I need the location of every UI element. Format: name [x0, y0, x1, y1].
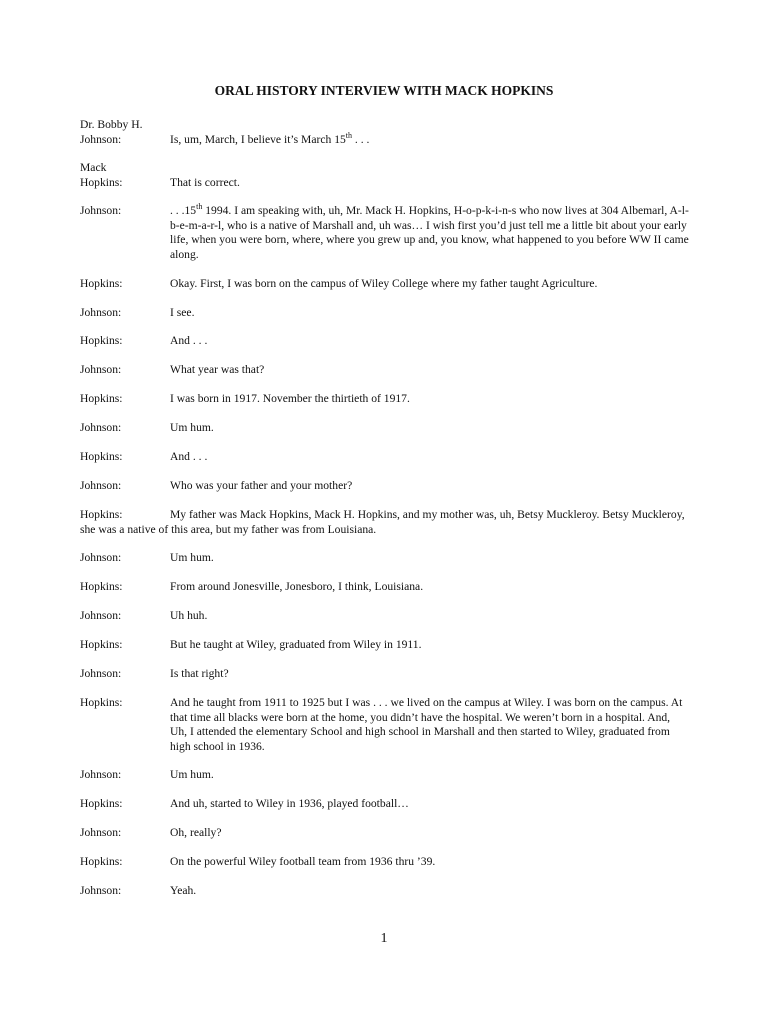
transcript-entry — [80, 161, 690, 190]
page-number: 1 — [380, 931, 388, 946]
utterance: I was born in 1917. November the thirtieth of 1917. — [170, 392, 410, 405]
transcript-entry — [80, 277, 690, 292]
transcript-entry — [80, 450, 690, 465]
transcript-entry — [80, 363, 690, 378]
speaker-label: Hopkins: — [80, 175, 123, 189]
utterance: Okay. First, I was born on the campus of Wiley College where my father taught Agriculture. — [170, 277, 598, 290]
speaker-label: Johnson: — [80, 132, 122, 146]
utterance: On the powerful Wiley football team from 1936 thru ’39. — [170, 855, 436, 868]
utterance: Um hum. — [170, 768, 214, 781]
transcript-entry — [80, 334, 690, 349]
transcript-entry — [80, 609, 690, 624]
speaker-label: Johnson: — [80, 768, 122, 781]
transcript-entry — [80, 696, 690, 754]
speaker-label: Johnson: — [80, 204, 122, 217]
speaker-label: Johnson: — [80, 479, 122, 492]
transcript-entry — [80, 118, 690, 147]
speaker-label: Johnson: — [80, 306, 122, 319]
speaker-label: Dr. Bobby H. — [80, 118, 143, 131]
transcript-entry — [80, 204, 690, 262]
utterance: Oh, really? — [170, 826, 222, 839]
utterance: Yeah. — [170, 884, 197, 897]
speaker-label: Hopkins: — [80, 638, 123, 651]
utterance: Um hum. — [170, 551, 214, 564]
transcript-entry — [80, 508, 690, 537]
transcript-entry — [80, 392, 690, 407]
utterance: I see. — [170, 306, 195, 319]
utterance: Who was your father and your mother? — [170, 479, 353, 492]
transcript-entry — [80, 551, 690, 566]
transcript-entry — [80, 421, 690, 436]
utterance: And he taught from 1911 to 1925 but I was . . . we lived on the campus at Wiley. I was born on the campus. At that time all blacks were born at the home, you didn’t have the hospital. We weren’t born in a hospital. And, Uh, I attended the elementary School and high school in Marshall and then started to Wiley, graduated from high school in 1936. — [170, 696, 683, 753]
speaker-label: Johnson: — [80, 363, 122, 376]
utterance: Um hum. — [170, 421, 214, 434]
transcript-entry — [80, 884, 690, 899]
speaker-label: Hopkins: — [80, 450, 123, 463]
transcript-entry — [80, 638, 690, 653]
speaker-label: Hopkins: — [80, 277, 123, 290]
utterance: And . . . — [170, 334, 208, 347]
speaker-label: Johnson: — [80, 826, 122, 839]
utterance: Is, um, March, I believe it’s March 15th . . . — [170, 130, 370, 146]
transcript-entry — [80, 667, 690, 682]
transcript-entry — [80, 580, 690, 595]
speaker-label: Johnson: — [80, 884, 122, 897]
transcript-entry — [80, 768, 690, 783]
utterance: And uh, started to Wiley in 1936, played football… — [170, 797, 409, 810]
speaker-label: Hopkins: — [80, 580, 123, 593]
utterance: But he taught at Wiley, graduated from Wiley in 1911. — [170, 638, 422, 651]
utterance: Is that right? — [170, 667, 229, 680]
speaker-label: Hopkins: — [80, 508, 123, 521]
transcript-entry — [80, 855, 690, 870]
speaker-label: Hopkins: — [80, 334, 123, 347]
utterance: And . . . — [170, 450, 208, 463]
transcript-entry — [80, 306, 690, 321]
transcript-entry — [80, 797, 690, 812]
speaker-label: Hopkins: — [80, 696, 123, 709]
speaker-label: Hopkins: — [80, 797, 123, 810]
speaker-label: Johnson: — [80, 421, 122, 434]
speaker-label: Johnson: — [80, 609, 122, 622]
transcript-entry — [80, 826, 690, 841]
speaker-label: Hopkins: — [80, 855, 123, 868]
utterance: Uh huh. — [170, 609, 208, 622]
speaker-label: Johnson: — [80, 551, 122, 564]
utterance: From around Jonesville, Jonesboro, I think, Louisiana. — [170, 580, 424, 593]
speaker-label: Hopkins: — [80, 392, 123, 405]
utterance: My father was Mack Hopkins, Mack H. Hopkins, and my mother was, uh, Betsy Muckleroy. Betsy Muckleroy, she was a native of this area, but my father was from Louisiana. — [80, 508, 685, 536]
utterance: What year was that? — [170, 363, 265, 376]
utterance: That is correct. — [170, 175, 240, 189]
utterance: . . .15th 1994. I am speaking with, uh, Mr. Mack H. Hopkins, H-o-p-k-i-n-s who now lives at 304 Albemarl, A-l-b-e-m-a-r-l, who is a native of Marshall and, uh was… I wish first you’d just tell me a little bit about your early life, when you were born, where, where you grew up and, you know, what happened to you before WW II came along. — [170, 202, 689, 261]
speaker-label: Mack — [80, 161, 107, 174]
page-title: ORAL HISTORY INTERVIEW WITH MACK HOPKINS — [214, 83, 554, 98]
transcript-entry — [80, 479, 690, 494]
speaker-label: Johnson: — [80, 667, 122, 680]
